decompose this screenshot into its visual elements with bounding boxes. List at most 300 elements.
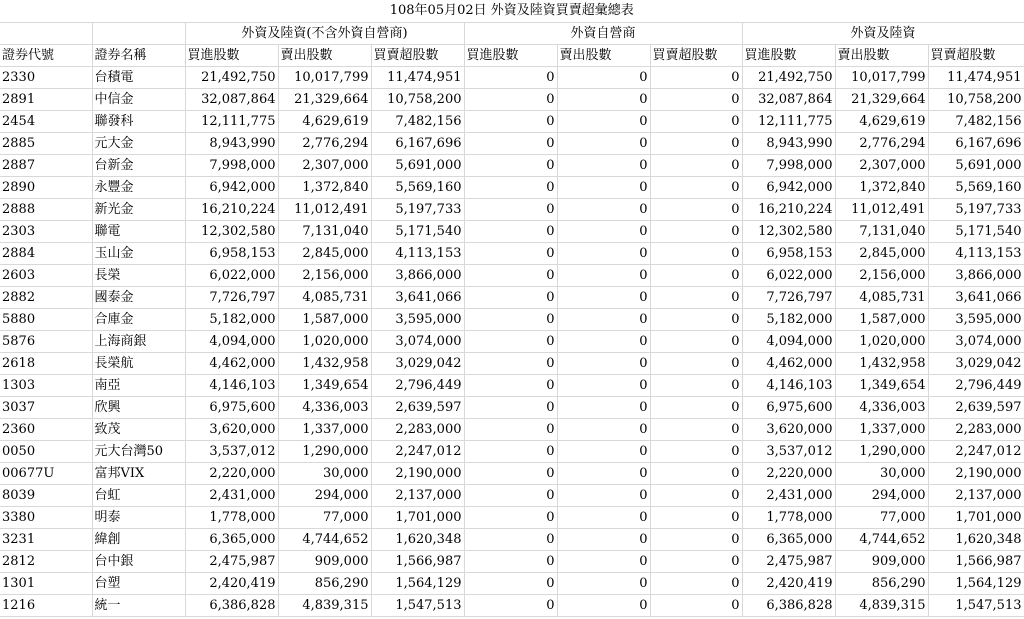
stock-name-cell[interactable]: 永豐金 [92,176,185,198]
dealer-buy-cell[interactable]: 0 [464,506,557,528]
stock-name-cell[interactable]: 玉山金 [92,242,185,264]
stock-code-cell[interactable]: 5880 [0,308,92,330]
sell-shares-cell[interactable]: 4,744,652 [278,528,371,550]
stock-name-cell[interactable]: 明泰 [92,506,185,528]
total-net-cell[interactable]: 2,190,000 [928,462,1024,484]
blank-cell[interactable] [92,22,185,44]
total-sell-cell[interactable]: 1,372,840 [835,176,928,198]
stock-code-cell[interactable]: 00677U [0,462,92,484]
net-shares-cell[interactable]: 2,283,000 [371,418,464,440]
dealer-net-cell[interactable]: 0 [650,418,742,440]
stock-name-cell[interactable]: 聯電 [92,220,185,242]
total-buy-cell[interactable]: 3,620,000 [742,418,835,440]
total-sell-cell[interactable]: 909,000 [835,550,928,572]
sell-shares-cell[interactable]: 1,020,000 [278,330,371,352]
dealer-sell-cell[interactable]: 0 [557,352,650,374]
dealer-net-cell[interactable]: 0 [650,88,742,110]
total-buy-cell[interactable]: 1,778,000 [742,506,835,528]
total-buy-cell[interactable]: 4,146,103 [742,374,835,396]
total-buy-cell[interactable]: 2,431,000 [742,484,835,506]
total-net-cell[interactable]: 1,566,987 [928,550,1024,572]
dealer-net-cell[interactable]: 0 [650,484,742,506]
dealer-buy-cell[interactable]: 0 [464,242,557,264]
net-shares-cell[interactable]: 1,701,000 [371,506,464,528]
dealer-net-cell[interactable]: 0 [650,198,742,220]
stock-name-cell[interactable]: 聯發科 [92,110,185,132]
total-sell-cell[interactable]: 1,432,958 [835,352,928,374]
total-net-cell[interactable]: 5,691,000 [928,154,1024,176]
total-sell-cell[interactable]: 2,845,000 [835,242,928,264]
sell-shares-cell[interactable]: 21,329,664 [278,88,371,110]
buy-shares-cell[interactable]: 12,302,580 [185,220,278,242]
total-buy-cell[interactable]: 8,943,990 [742,132,835,154]
dealer-buy-cell[interactable]: 0 [464,176,557,198]
total-net-cell[interactable]: 3,029,042 [928,352,1024,374]
total-sell-cell[interactable]: 11,012,491 [835,198,928,220]
sell-shares-cell[interactable]: 77,000 [278,506,371,528]
total-sell-cell[interactable]: 2,156,000 [835,264,928,286]
buy-shares-cell[interactable]: 3,620,000 [185,418,278,440]
total-net-cell[interactable]: 2,639,597 [928,396,1024,418]
total-buy-cell[interactable]: 3,537,012 [742,440,835,462]
net-shares-cell[interactable]: 1,564,129 [371,572,464,594]
total-sell-cell[interactable]: 4,744,652 [835,528,928,550]
stock-code-cell[interactable]: 8039 [0,484,92,506]
buy-shares-cell[interactable]: 6,958,153 [185,242,278,264]
stock-code-cell[interactable]: 0050 [0,440,92,462]
dealer-sell-cell[interactable]: 0 [557,440,650,462]
dealer-net-cell[interactable]: 0 [650,330,742,352]
stock-code-cell[interactable]: 2303 [0,220,92,242]
total-net-cell[interactable]: 3,866,000 [928,264,1024,286]
dealer-sell-cell[interactable]: 0 [557,594,650,616]
stock-name-cell[interactable]: 台積電 [92,66,185,88]
table-row [0,88,1024,110]
stock-code-cell[interactable]: 2885 [0,132,92,154]
sell-shares-cell[interactable]: 2,156,000 [278,264,371,286]
stock-name-cell[interactable]: 統一 [92,594,185,616]
stock-code-cell[interactable]: 1216 [0,594,92,616]
dealer-net-cell[interactable]: 0 [650,308,742,330]
dealer-buy-cell[interactable]: 0 [464,396,557,418]
total-sell-cell[interactable]: 77,000 [835,506,928,528]
stock-code-cell[interactable]: 2618 [0,352,92,374]
sell-shares-cell[interactable]: 1,290,000 [278,440,371,462]
buy-shares-cell[interactable]: 7,726,797 [185,286,278,308]
dealer-buy-cell[interactable]: 0 [464,88,557,110]
total-buy-cell[interactable]: 7,998,000 [742,154,835,176]
stock-code-cell[interactable]: 2603 [0,264,92,286]
buy-shares-cell[interactable]: 7,998,000 [185,154,278,176]
sell-shares-cell[interactable]: 1,587,000 [278,308,371,330]
sell-shares-cell[interactable]: 1,349,654 [278,374,371,396]
total-buy-cell[interactable]: 32,087,864 [742,88,835,110]
net-shares-cell[interactable]: 3,074,000 [371,330,464,352]
buy-shares-cell[interactable]: 6,022,000 [185,264,278,286]
dealer-sell-cell[interactable]: 0 [557,308,650,330]
buy-shares-cell[interactable]: 6,975,600 [185,396,278,418]
total-buy-cell[interactable]: 6,958,153 [742,242,835,264]
col-header-code[interactable]: 證券代號 [0,44,92,66]
total-net-cell[interactable]: 3,641,066 [928,286,1024,308]
stock-name-cell[interactable]: 台中銀 [92,550,185,572]
stock-name-cell[interactable]: 長榮 [92,264,185,286]
total-sell-cell[interactable]: 1,290,000 [835,440,928,462]
col-header-total-buy[interactable]: 買進股數 [742,44,835,66]
net-shares-cell[interactable]: 5,197,733 [371,198,464,220]
stock-name-cell[interactable]: 中信金 [92,88,185,110]
buy-shares-cell[interactable]: 2,220,000 [185,462,278,484]
stock-name-cell[interactable]: 長榮航 [92,352,185,374]
dealer-net-cell[interactable]: 0 [650,440,742,462]
dealer-net-cell[interactable]: 0 [650,242,742,264]
stock-name-cell[interactable]: 緯創 [92,528,185,550]
net-shares-cell[interactable]: 2,639,597 [371,396,464,418]
dealer-net-cell[interactable]: 0 [650,110,742,132]
group-header-foreign-dealer[interactable]: 外資自營商 [464,22,742,44]
buy-shares-cell[interactable]: 8,943,990 [185,132,278,154]
total-net-cell[interactable]: 5,569,160 [928,176,1024,198]
sell-shares-cell[interactable]: 856,290 [278,572,371,594]
stock-code-cell[interactable]: 2887 [0,154,92,176]
total-buy-cell[interactable]: 2,220,000 [742,462,835,484]
dealer-sell-cell[interactable]: 0 [557,66,650,88]
dealer-net-cell[interactable]: 0 [650,176,742,198]
net-shares-cell[interactable]: 2,190,000 [371,462,464,484]
dealer-buy-cell[interactable]: 0 [464,352,557,374]
total-sell-cell[interactable]: 856,290 [835,572,928,594]
sell-shares-cell[interactable]: 11,012,491 [278,198,371,220]
total-buy-cell[interactable]: 5,182,000 [742,308,835,330]
stock-name-cell[interactable]: 台新金 [92,154,185,176]
col-header-net[interactable]: 買賣超股數 [371,44,464,66]
total-sell-cell[interactable]: 4,336,003 [835,396,928,418]
dealer-net-cell[interactable]: 0 [650,374,742,396]
buy-shares-cell[interactable]: 4,146,103 [185,374,278,396]
sell-shares-cell[interactable]: 10,017,799 [278,66,371,88]
dealer-buy-cell[interactable]: 0 [464,528,557,550]
table-row [0,154,1024,176]
stock-code-cell[interactable]: 2884 [0,242,92,264]
dealer-sell-cell[interactable]: 0 [557,286,650,308]
buy-shares-cell[interactable]: 2,475,987 [185,550,278,572]
total-net-cell[interactable]: 10,758,200 [928,88,1024,110]
dealer-buy-cell[interactable]: 0 [464,154,557,176]
total-sell-cell[interactable]: 30,000 [835,462,928,484]
buy-shares-cell[interactable]: 2,431,000 [185,484,278,506]
total-net-cell[interactable]: 3,074,000 [928,330,1024,352]
net-shares-cell[interactable]: 1,620,348 [371,528,464,550]
dealer-buy-cell[interactable]: 0 [464,110,557,132]
dealer-buy-cell[interactable]: 0 [464,462,557,484]
table-title[interactable]: 108年05月02日 外資及陸資買賣超彙總表 [0,0,1024,22]
buy-shares-cell[interactable]: 6,386,828 [185,594,278,616]
stock-name-cell[interactable]: 南亞 [92,374,185,396]
total-sell-cell[interactable]: 294,000 [835,484,928,506]
net-shares-cell[interactable]: 3,595,000 [371,308,464,330]
dealer-net-cell[interactable]: 0 [650,286,742,308]
stock-code-cell[interactable]: 1301 [0,572,92,594]
total-buy-cell[interactable]: 12,302,580 [742,220,835,242]
buy-shares-cell[interactable]: 5,182,000 [185,308,278,330]
net-shares-cell[interactable]: 6,167,696 [371,132,464,154]
stock-code-cell[interactable]: 3231 [0,528,92,550]
sell-shares-cell[interactable]: 2,776,294 [278,132,371,154]
total-buy-cell[interactable]: 16,210,224 [742,198,835,220]
buy-shares-cell[interactable]: 3,537,012 [185,440,278,462]
dealer-sell-cell[interactable]: 0 [557,550,650,572]
dealer-sell-cell[interactable]: 0 [557,462,650,484]
stock-name-cell[interactable]: 致茂 [92,418,185,440]
dealer-sell-cell[interactable]: 0 [557,110,650,132]
dealer-sell-cell[interactable]: 0 [557,396,650,418]
net-shares-cell[interactable]: 5,691,000 [371,154,464,176]
stock-code-cell[interactable]: 2890 [0,176,92,198]
total-net-cell[interactable]: 1,620,348 [928,528,1024,550]
dealer-net-cell[interactable]: 0 [650,132,742,154]
buy-shares-cell[interactable]: 32,087,864 [185,88,278,110]
stock-name-cell[interactable]: 台塑 [92,572,185,594]
total-net-cell[interactable]: 1,701,000 [928,506,1024,528]
total-net-cell[interactable]: 2,137,000 [928,484,1024,506]
dealer-net-cell[interactable]: 0 [650,528,742,550]
dealer-sell-cell[interactable]: 0 [557,132,650,154]
net-shares-cell[interactable]: 2,796,449 [371,374,464,396]
dealer-sell-cell[interactable]: 0 [557,154,650,176]
net-shares-cell[interactable]: 1,547,513 [371,594,464,616]
dealer-sell-cell[interactable]: 0 [557,88,650,110]
col-header-total-sell[interactable]: 賣出股數 [835,44,928,66]
net-shares-cell[interactable]: 3,641,066 [371,286,464,308]
dealer-sell-cell[interactable]: 0 [557,220,650,242]
total-buy-cell[interactable]: 21,492,750 [742,66,835,88]
stock-code-cell[interactable]: 2891 [0,88,92,110]
net-shares-cell[interactable]: 2,137,000 [371,484,464,506]
total-sell-cell[interactable]: 1,020,000 [835,330,928,352]
buy-shares-cell[interactable]: 4,094,000 [185,330,278,352]
total-buy-cell[interactable]: 6,942,000 [742,176,835,198]
dealer-buy-cell[interactable]: 0 [464,286,557,308]
dealer-sell-cell[interactable]: 0 [557,242,650,264]
total-sell-cell[interactable]: 21,329,664 [835,88,928,110]
stock-code-cell[interactable]: 2812 [0,550,92,572]
dealer-sell-cell[interactable]: 0 [557,264,650,286]
stock-code-cell[interactable]: 3037 [0,396,92,418]
stock-name-cell[interactable]: 元大台灣50 [92,440,185,462]
net-shares-cell[interactable]: 5,569,160 [371,176,464,198]
dealer-buy-cell[interactable]: 0 [464,484,557,506]
table-row [0,308,1024,330]
total-buy-cell[interactable]: 6,975,600 [742,396,835,418]
dealer-buy-cell[interactable]: 0 [464,66,557,88]
total-net-cell[interactable]: 1,547,513 [928,594,1024,616]
sell-shares-cell[interactable]: 2,307,000 [278,154,371,176]
dealer-buy-cell[interactable]: 0 [464,132,557,154]
dealer-sell-cell[interactable]: 0 [557,506,650,528]
total-buy-cell[interactable]: 2,475,987 [742,550,835,572]
total-sell-cell[interactable]: 4,839,315 [835,594,928,616]
buy-shares-cell[interactable]: 12,111,775 [185,110,278,132]
dealer-sell-cell[interactable]: 0 [557,330,650,352]
dealer-buy-cell[interactable]: 0 [464,330,557,352]
group-header-foreign-excl-dealer[interactable]: 外資及陸資(不含外資自營商) [185,22,464,44]
buy-shares-cell[interactable]: 21,492,750 [185,66,278,88]
dealer-net-cell[interactable]: 0 [650,572,742,594]
total-sell-cell[interactable]: 4,629,619 [835,110,928,132]
dealer-buy-cell[interactable]: 0 [464,374,557,396]
dealer-buy-cell[interactable]: 0 [464,220,557,242]
stock-code-cell[interactable]: 2360 [0,418,92,440]
dealer-buy-cell[interactable]: 0 [464,572,557,594]
net-shares-cell[interactable]: 11,474,951 [371,66,464,88]
dealer-sell-cell[interactable]: 0 [557,572,650,594]
total-buy-cell[interactable]: 12,111,775 [742,110,835,132]
buy-shares-cell[interactable]: 6,365,000 [185,528,278,550]
dealer-buy-cell[interactable]: 0 [464,198,557,220]
stock-name-cell[interactable]: 上海商銀 [92,330,185,352]
net-shares-cell[interactable]: 3,029,042 [371,352,464,374]
stock-code-cell[interactable]: 2888 [0,198,92,220]
net-shares-cell[interactable]: 4,113,153 [371,242,464,264]
stock-code-cell[interactable]: 2882 [0,286,92,308]
stock-name-cell[interactable]: 台虹 [92,484,185,506]
dealer-net-cell[interactable]: 0 [650,220,742,242]
sell-shares-cell[interactable]: 294,000 [278,484,371,506]
buy-shares-cell[interactable]: 1,778,000 [185,506,278,528]
col-header-buy[interactable]: 買進股數 [185,44,278,66]
total-net-cell[interactable]: 2,796,449 [928,374,1024,396]
stock-name-cell[interactable]: 新光金 [92,198,185,220]
buy-shares-cell[interactable]: 4,462,000 [185,352,278,374]
net-shares-cell[interactable]: 1,566,987 [371,550,464,572]
sell-shares-cell[interactable]: 1,372,840 [278,176,371,198]
table-row [0,572,1024,594]
sell-shares-cell[interactable]: 909,000 [278,550,371,572]
total-buy-cell[interactable]: 6,022,000 [742,264,835,286]
sell-shares-cell[interactable]: 1,337,000 [278,418,371,440]
total-sell-cell[interactable]: 7,131,040 [835,220,928,242]
total-net-cell[interactable]: 2,283,000 [928,418,1024,440]
dealer-sell-cell[interactable]: 0 [557,484,650,506]
total-sell-cell[interactable]: 4,085,731 [835,286,928,308]
net-shares-cell[interactable]: 7,482,156 [371,110,464,132]
table-row [0,176,1024,198]
total-buy-cell[interactable]: 6,386,828 [742,594,835,616]
total-sell-cell[interactable]: 1,587,000 [835,308,928,330]
dealer-buy-cell[interactable]: 0 [464,594,557,616]
col-header-dealer-net[interactable]: 買賣超股數 [650,44,742,66]
stock-code-cell[interactable]: 5876 [0,330,92,352]
dealer-sell-cell[interactable]: 0 [557,528,650,550]
total-net-cell[interactable]: 5,197,733 [928,198,1024,220]
total-buy-cell[interactable]: 7,726,797 [742,286,835,308]
buy-shares-cell[interactable]: 6,942,000 [185,176,278,198]
stock-code-cell[interactable]: 2330 [0,66,92,88]
dealer-buy-cell[interactable]: 0 [464,418,557,440]
stock-name-cell[interactable]: 合庫金 [92,308,185,330]
total-buy-cell[interactable]: 6,365,000 [742,528,835,550]
dealer-buy-cell[interactable]: 0 [464,550,557,572]
table-row [0,330,1024,352]
total-sell-cell[interactable]: 2,776,294 [835,132,928,154]
buy-shares-cell[interactable]: 2,420,419 [185,572,278,594]
sell-shares-cell[interactable]: 1,432,958 [278,352,371,374]
sell-shares-cell[interactable]: 4,839,315 [278,594,371,616]
sell-shares-cell[interactable]: 4,629,619 [278,110,371,132]
dealer-net-cell[interactable]: 0 [650,462,742,484]
sell-shares-cell[interactable]: 4,085,731 [278,286,371,308]
stock-code-cell[interactable]: 2454 [0,110,92,132]
dealer-buy-cell[interactable]: 0 [464,308,557,330]
dealer-net-cell[interactable]: 0 [650,66,742,88]
blank-cell[interactable] [0,22,92,44]
col-header-name[interactable]: 證券名稱 [92,44,185,66]
net-shares-cell[interactable]: 5,171,540 [371,220,464,242]
total-net-cell[interactable]: 7,482,156 [928,110,1024,132]
net-shares-cell[interactable]: 2,247,012 [371,440,464,462]
total-net-cell[interactable]: 5,171,540 [928,220,1024,242]
table-row [0,242,1024,264]
col-header-total-net[interactable]: 買賣超股數 [928,44,1024,66]
sell-shares-cell[interactable]: 30,000 [278,462,371,484]
dealer-net-cell[interactable]: 0 [650,550,742,572]
col-header-dealer-sell[interactable]: 賣出股數 [557,44,650,66]
total-buy-cell[interactable]: 4,094,000 [742,330,835,352]
total-sell-cell[interactable]: 10,017,799 [835,66,928,88]
col-header-dealer-buy[interactable]: 買進股數 [464,44,557,66]
buy-shares-cell[interactable]: 16,210,224 [185,198,278,220]
total-sell-cell[interactable]: 1,349,654 [835,374,928,396]
group-header-foreign-total[interactable]: 外資及陸資 [742,22,1024,44]
stock-name-cell[interactable]: 富邦VIX [92,462,185,484]
dealer-sell-cell[interactable]: 0 [557,198,650,220]
total-net-cell[interactable]: 2,247,012 [928,440,1024,462]
total-sell-cell[interactable]: 2,307,000 [835,154,928,176]
stock-name-cell[interactable]: 國泰金 [92,286,185,308]
stock-code-cell[interactable]: 3380 [0,506,92,528]
stock-name-cell[interactable]: 欣興 [92,396,185,418]
total-net-cell[interactable]: 3,595,000 [928,308,1024,330]
net-shares-cell[interactable]: 10,758,200 [371,88,464,110]
total-buy-cell[interactable]: 2,420,419 [742,572,835,594]
col-header-sell[interactable]: 賣出股數 [278,44,371,66]
dealer-net-cell[interactable]: 0 [650,264,742,286]
stock-name-cell[interactable]: 元大金 [92,132,185,154]
net-shares-cell[interactable]: 3,866,000 [371,264,464,286]
dealer-buy-cell[interactable]: 0 [464,264,557,286]
dealer-sell-cell[interactable]: 0 [557,374,650,396]
dealer-net-cell[interactable]: 0 [650,594,742,616]
sell-shares-cell[interactable]: 2,845,000 [278,242,371,264]
dealer-buy-cell[interactable]: 0 [464,440,557,462]
dealer-sell-cell[interactable]: 0 [557,176,650,198]
dealer-net-cell[interactable]: 0 [650,352,742,374]
dealer-net-cell[interactable]: 0 [650,154,742,176]
total-net-cell[interactable]: 4,113,153 [928,242,1024,264]
sell-shares-cell[interactable]: 7,131,040 [278,220,371,242]
total-net-cell[interactable]: 11,474,951 [928,66,1024,88]
total-net-cell[interactable]: 1,564,129 [928,572,1024,594]
dealer-net-cell[interactable]: 0 [650,506,742,528]
table-row [0,352,1024,374]
total-net-cell[interactable]: 6,167,696 [928,132,1024,154]
total-buy-cell[interactable]: 4,462,000 [742,352,835,374]
dealer-sell-cell[interactable]: 0 [557,418,650,440]
total-sell-cell[interactable]: 1,337,000 [835,418,928,440]
dealer-net-cell[interactable]: 0 [650,396,742,418]
stock-code-cell[interactable]: 1303 [0,374,92,396]
sell-shares-cell[interactable]: 4,336,003 [278,396,371,418]
